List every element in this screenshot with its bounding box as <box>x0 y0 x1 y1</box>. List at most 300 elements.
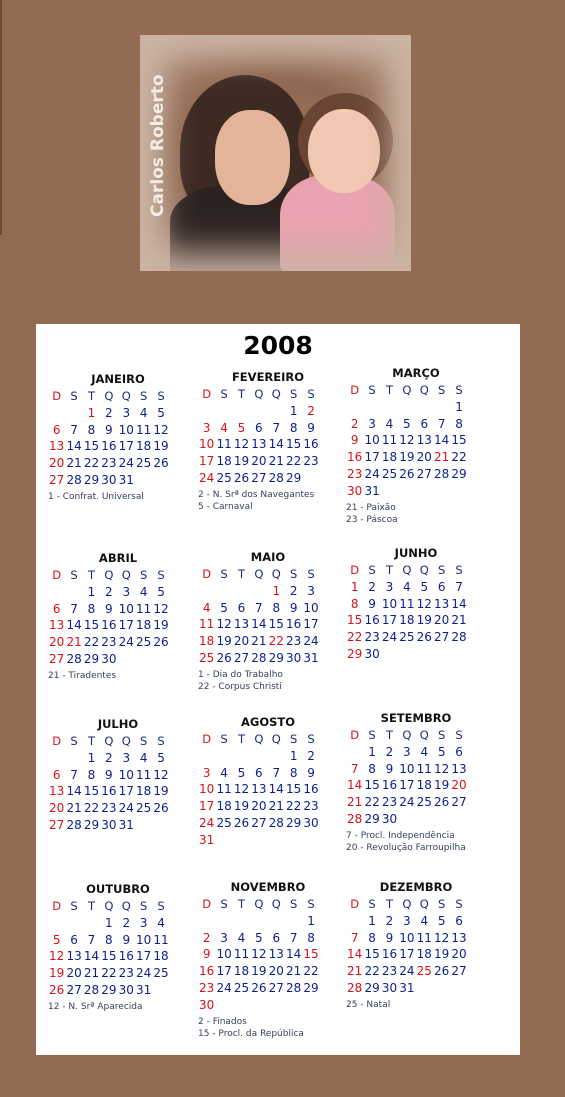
day-cell: 13 <box>233 617 250 632</box>
holiday-item: 23 - Páscoa <box>346 514 398 525</box>
day-cell: 7 <box>70 767 78 782</box>
month-name: JUNHO <box>394 546 438 560</box>
holiday-list <box>48 1001 188 1013</box>
holiday-item: 25 - Natal <box>346 999 391 1010</box>
empty-day-cell <box>285 913 302 930</box>
weekday-label: S <box>368 897 376 911</box>
empty-day-cell <box>416 399 433 416</box>
weekday-label: D <box>52 899 62 913</box>
empty-day-cell <box>268 403 285 420</box>
day-cell: 6 <box>272 930 281 945</box>
day-cell: 3 <box>139 915 148 930</box>
day-cell: 16 <box>118 949 134 964</box>
day-cell: 22 <box>364 795 380 810</box>
day-cell: 24 <box>216 980 232 995</box>
day-cell: 8 <box>368 930 376 945</box>
weekday-label: D <box>350 728 360 742</box>
weekday-label: T <box>385 728 393 742</box>
day-cell: 4 <box>157 915 165 930</box>
day-cell: 1 <box>368 913 376 928</box>
day-cell: 27 <box>49 817 65 832</box>
day-cell: 26 <box>153 635 169 650</box>
day-cell: 26 <box>434 795 450 810</box>
day-cell: 3 <box>403 744 411 759</box>
day-cell: 26 <box>153 456 169 471</box>
day-cell: 17 <box>399 778 415 793</box>
day-cell: 15 <box>286 782 302 797</box>
day-cell: 28 <box>347 980 363 995</box>
holiday-list <box>48 491 188 503</box>
day-cell: 1 <box>87 584 96 599</box>
day-cell: 21 <box>66 635 82 650</box>
month-março <box>346 364 486 526</box>
empty-day-cell <box>65 750 82 767</box>
day-cell: 11 <box>416 930 432 945</box>
day-cell: 29 <box>303 980 319 995</box>
day-cell: 30 <box>347 483 363 498</box>
empty-day-cell <box>48 405 65 422</box>
day-cell: 26 <box>49 982 65 997</box>
weekday-label: S <box>139 899 148 913</box>
empty-day-cell <box>65 915 82 932</box>
day-cell: 18 <box>381 450 398 465</box>
day-cell: 11 <box>136 422 152 437</box>
day-cell: 21 <box>251 634 267 649</box>
day-cell: 19 <box>153 784 169 799</box>
day-cell: 7 <box>289 930 298 945</box>
weekday-label: S <box>437 728 446 742</box>
day-cell: 7 <box>70 422 78 437</box>
day-cell: 9 <box>385 930 394 945</box>
month-name: SETEMBRO <box>380 711 452 725</box>
day-cell: 4 <box>139 584 148 599</box>
month-name: JANEIRO <box>91 372 145 386</box>
day-cell: 17 <box>216 964 232 979</box>
weekday-label: S <box>455 563 463 577</box>
month-days-grid <box>48 567 188 668</box>
day-cell: 21 <box>66 456 82 471</box>
weekday-label: Q <box>271 567 281 581</box>
day-cell: 15 <box>286 437 302 452</box>
day-cell: 18 <box>136 784 152 799</box>
day-cell: 23 <box>381 795 398 810</box>
month-setembro <box>346 709 486 854</box>
empty-day-cell <box>346 913 363 930</box>
day-cell: 10 <box>136 932 152 947</box>
day-cell: 4 <box>403 579 411 594</box>
day-cell: 15 <box>364 947 380 962</box>
weekday-label: S <box>455 728 463 742</box>
day-cell: 16 <box>381 778 398 793</box>
day-cell: 21 <box>451 613 467 628</box>
day-cell: 19 <box>153 618 169 633</box>
day-cell: 26 <box>233 815 250 830</box>
day-cell: 19 <box>153 439 169 454</box>
weekday-label: D <box>202 387 212 401</box>
weekday-label: Q <box>121 899 131 913</box>
day-cell: 17 <box>199 454 215 469</box>
weekday-label: D <box>202 567 212 581</box>
day-cell: 20 <box>49 635 65 650</box>
day-cell: 14 <box>83 949 100 964</box>
day-cell: 2 <box>105 405 113 420</box>
day-cell: 16 <box>381 947 398 962</box>
day-cell: 11 <box>233 947 250 962</box>
empty-day-cell <box>48 584 65 601</box>
day-cell: 25 <box>136 635 152 650</box>
day-cell: 14 <box>66 784 82 799</box>
day-cell: 25 <box>136 801 152 816</box>
day-cell: 20 <box>434 613 450 628</box>
day-cell: 9 <box>307 420 315 435</box>
day-cell: 4 <box>139 750 148 765</box>
day-cell: 3 <box>202 765 211 780</box>
day-cell: 12 <box>434 761 450 776</box>
day-cell: 14 <box>451 596 467 611</box>
day-cell: 24 <box>381 630 398 645</box>
weekday-label: S <box>289 387 298 401</box>
day-cell: 16 <box>199 964 215 979</box>
day-cell: 8 <box>455 416 463 431</box>
day-cell: 24 <box>364 466 380 481</box>
month-days-grid <box>198 896 338 1014</box>
day-cell: 12 <box>416 596 432 611</box>
day-cell: 27 <box>66 982 82 997</box>
day-cell: 17 <box>136 949 152 964</box>
day-cell: 5 <box>237 765 246 780</box>
day-cell: 12 <box>399 433 415 448</box>
month-days-grid <box>48 388 188 489</box>
day-cell: 25 <box>416 795 432 810</box>
day-cell: 24 <box>199 815 215 830</box>
month-name: NOVEMBRO <box>230 880 306 894</box>
day-cell: 17 <box>118 784 134 799</box>
day-cell: 30 <box>364 646 380 661</box>
day-cell: 10 <box>118 767 134 782</box>
weekday-label: Q <box>254 897 264 911</box>
month-dezembro <box>346 878 486 1011</box>
day-cell: 24 <box>118 801 134 816</box>
day-cell: 5 <box>437 744 446 759</box>
weekday-label: T <box>87 734 95 748</box>
day-cell: 18 <box>399 613 415 628</box>
day-cell: 4 <box>202 600 211 615</box>
day-cell: 13 <box>251 437 267 452</box>
holiday-list <box>346 999 486 1011</box>
weekday-label: T <box>385 383 393 397</box>
day-cell: 11 <box>136 601 152 616</box>
empty-day-cell <box>215 913 232 930</box>
day-cell: 5 <box>157 405 165 420</box>
weekday-label: D <box>52 734 62 748</box>
day-cell: 27 <box>268 980 284 995</box>
day-cell: 12 <box>153 767 169 782</box>
day-cell: 23 <box>347 466 363 481</box>
day-cell: 6 <box>420 416 429 431</box>
weekday-label: S <box>289 567 298 581</box>
day-cell: 28 <box>347 811 363 826</box>
month-days-grid <box>198 386 338 487</box>
day-cell: 3 <box>122 750 131 765</box>
calendar-year: 2008 <box>243 331 313 360</box>
day-cell: 26 <box>416 630 432 645</box>
day-cell: 22 <box>83 801 100 816</box>
day-cell: 30 <box>381 811 398 826</box>
day-cell: 18 <box>416 947 432 962</box>
day-cell: 29 <box>286 470 302 485</box>
day-cell: 7 <box>350 930 359 945</box>
holiday-list <box>48 670 188 682</box>
day-cell: 21 <box>434 450 450 465</box>
day-cell: 20 <box>451 947 467 962</box>
day-cell: 29 <box>286 815 302 830</box>
day-cell: 28 <box>83 982 100 997</box>
day-cell: 19 <box>233 799 250 814</box>
empty-day-cell <box>83 915 100 932</box>
day-cell: 15 <box>101 949 117 964</box>
day-cell: 14 <box>66 618 82 633</box>
day-cell: 7 <box>255 600 263 615</box>
day-cell: 15 <box>347 613 363 628</box>
day-cell: 21 <box>347 964 363 979</box>
weekday-label: Q <box>419 563 429 577</box>
day-cell: 19 <box>49 966 65 981</box>
weekday-label: S <box>437 563 446 577</box>
weekday-label: S <box>139 568 148 582</box>
day-cell: 1 <box>368 744 376 759</box>
day-cell: 30 <box>101 817 117 832</box>
weekday-label: Q <box>271 387 281 401</box>
holiday-item: 22 - Corpus Christi <box>198 681 282 692</box>
empty-day-cell <box>250 583 267 600</box>
weekday-label: S <box>220 732 228 746</box>
day-cell: 22 <box>364 964 380 979</box>
weekday-label: S <box>307 732 315 746</box>
empty-day-cell <box>198 913 215 930</box>
day-cell: 29 <box>83 472 100 487</box>
weekday-label: T <box>87 389 95 403</box>
day-cell: 8 <box>368 761 376 776</box>
day-cell: 4 <box>139 405 148 420</box>
day-cell: 31 <box>199 832 215 847</box>
weekday-label: D <box>52 568 62 582</box>
day-cell: 10 <box>199 437 215 452</box>
day-cell: 25 <box>399 630 415 645</box>
day-cell: 11 <box>153 932 169 947</box>
day-cell: 20 <box>251 454 267 469</box>
day-cell: 29 <box>451 466 467 481</box>
day-cell: 8 <box>105 932 113 947</box>
empty-day-cell <box>233 583 250 600</box>
day-cell: 15 <box>83 618 100 633</box>
day-cell: 25 <box>381 466 398 481</box>
day-cell: 30 <box>381 980 398 995</box>
day-cell: 17 <box>399 947 415 962</box>
empty-day-cell <box>233 913 250 930</box>
day-cell: 18 <box>216 454 232 469</box>
holiday-item: 12 - N. Srª Aparecida <box>48 1001 143 1012</box>
weekday-label: T <box>385 563 393 577</box>
day-cell: 24 <box>118 456 134 471</box>
weekday-label: S <box>368 728 376 742</box>
month-days-grid <box>198 731 338 849</box>
day-cell: 11 <box>399 596 415 611</box>
weekday-label: S <box>157 568 165 582</box>
empty-day-cell <box>250 403 267 420</box>
day-cell: 22 <box>303 964 319 979</box>
empty-day-cell <box>346 399 363 416</box>
photo-caption: Carlos Roberto <box>148 74 168 217</box>
calendar-card <box>36 324 520 1055</box>
day-cell: 16 <box>364 613 380 628</box>
day-cell: 30 <box>118 982 134 997</box>
day-cell: 17 <box>199 799 215 814</box>
day-cell: 10 <box>199 782 215 797</box>
holiday-list <box>346 502 486 526</box>
day-cell: 13 <box>434 596 450 611</box>
month-days-grid <box>48 733 188 834</box>
day-cell: 28 <box>268 470 284 485</box>
day-cell: 16 <box>303 437 319 452</box>
day-cell: 25 <box>153 966 169 981</box>
weekday-label: Q <box>121 734 131 748</box>
empty-day-cell <box>346 744 363 761</box>
day-cell: 10 <box>303 600 319 615</box>
left-edge-line <box>0 0 2 235</box>
day-cell: 18 <box>233 964 250 979</box>
day-cell: 22 <box>347 630 363 645</box>
day-cell: 25 <box>233 980 250 995</box>
empty-day-cell <box>398 399 415 416</box>
month-outubro <box>48 880 188 1013</box>
day-cell: 27 <box>416 466 432 481</box>
day-cell: 31 <box>399 980 415 995</box>
day-cell: 17 <box>381 613 398 628</box>
day-cell: 2 <box>105 584 113 599</box>
day-cell: 23 <box>101 456 117 471</box>
day-cell: 8 <box>272 600 281 615</box>
day-cell: 2 <box>122 915 131 930</box>
day-cell: 13 <box>268 947 284 962</box>
day-cell: 13 <box>451 930 467 945</box>
day-cell: 31 <box>364 483 380 498</box>
weekday-label: S <box>139 734 148 748</box>
empty-day-cell <box>198 583 215 600</box>
day-cell: 20 <box>233 634 250 649</box>
month-name: MARÇO <box>392 366 440 380</box>
day-cell: 1 <box>87 750 96 765</box>
day-cell: 1 <box>307 913 315 928</box>
day-cell: 22 <box>286 454 302 469</box>
day-cell: 2 <box>385 913 394 928</box>
day-cell: 1 <box>272 583 281 598</box>
day-cell: 24 <box>118 635 134 650</box>
day-cell: 20 <box>66 966 82 981</box>
weekday-label: S <box>307 897 315 911</box>
day-cell: 8 <box>87 767 96 782</box>
day-cell: 30 <box>101 472 117 487</box>
day-cell: 29 <box>83 651 100 666</box>
day-cell: 19 <box>434 778 450 793</box>
month-abril <box>48 549 188 682</box>
month-name: DEZEMBRO <box>379 880 453 894</box>
holiday-list <box>198 669 338 693</box>
day-cell: 2 <box>307 748 315 763</box>
day-cell: 8 <box>289 765 298 780</box>
weekday-label: Q <box>104 899 114 913</box>
day-cell: 28 <box>251 650 267 665</box>
month-novembro <box>198 878 338 1040</box>
day-cell: 15 <box>83 439 100 454</box>
weekday-label: S <box>289 732 298 746</box>
empty-day-cell <box>48 915 65 932</box>
day-cell: 1 <box>455 399 463 414</box>
weekday-label: T <box>237 387 245 401</box>
day-cell: 5 <box>220 600 228 615</box>
day-cell: 22 <box>101 966 117 981</box>
day-cell: 14 <box>347 947 363 962</box>
day-cell: 6 <box>70 932 78 947</box>
day-cell: 14 <box>66 439 82 454</box>
day-cell: 19 <box>399 450 415 465</box>
holiday-item: 1 - Confrat. Universal <box>48 491 144 502</box>
day-cell: 24 <box>136 966 152 981</box>
day-cell: 3 <box>202 420 211 435</box>
day-cell: 5 <box>255 930 263 945</box>
day-cell: 12 <box>216 617 232 632</box>
day-cell: 19 <box>216 634 232 649</box>
weekday-label: S <box>307 387 315 401</box>
weekday-label: S <box>289 897 298 911</box>
day-cell: 10 <box>381 596 398 611</box>
day-cell: 10 <box>118 422 134 437</box>
day-cell: 9 <box>105 422 113 437</box>
holiday-item: 21 - Paixão <box>346 502 396 513</box>
weekday-label: D <box>350 897 360 911</box>
day-cell: 4 <box>237 930 246 945</box>
weekday-label: S <box>307 567 315 581</box>
day-cell: 20 <box>49 801 65 816</box>
empty-day-cell <box>233 748 250 765</box>
weekday-label: T <box>237 897 245 911</box>
weekday-label: S <box>220 387 228 401</box>
day-cell: 16 <box>101 618 117 633</box>
month-days-grid <box>198 566 338 667</box>
day-cell: 19 <box>233 454 250 469</box>
day-cell: 23 <box>381 964 398 979</box>
day-cell: 26 <box>434 964 450 979</box>
day-cell: 9 <box>122 932 131 947</box>
day-cell: 1 <box>350 579 359 594</box>
holiday-item: 20 - Revolução Farroupilha <box>346 842 466 853</box>
day-cell: 7 <box>272 765 281 780</box>
day-cell: 21 <box>268 454 284 469</box>
day-cell: 11 <box>416 761 432 776</box>
day-cell: 25 <box>416 964 432 979</box>
day-cell: 30 <box>286 650 302 665</box>
day-cell: 8 <box>87 601 96 616</box>
day-cell: 31 <box>118 817 134 832</box>
day-cell: 12 <box>251 947 267 962</box>
day-cell: 7 <box>70 601 78 616</box>
day-cell: 4 <box>385 416 394 431</box>
day-cell: 23 <box>303 799 319 814</box>
day-cell: 14 <box>251 617 267 632</box>
month-name: AGOSTO <box>240 715 296 729</box>
day-cell: 13 <box>251 782 267 797</box>
day-cell: 17 <box>118 439 134 454</box>
day-cell: 20 <box>49 456 65 471</box>
